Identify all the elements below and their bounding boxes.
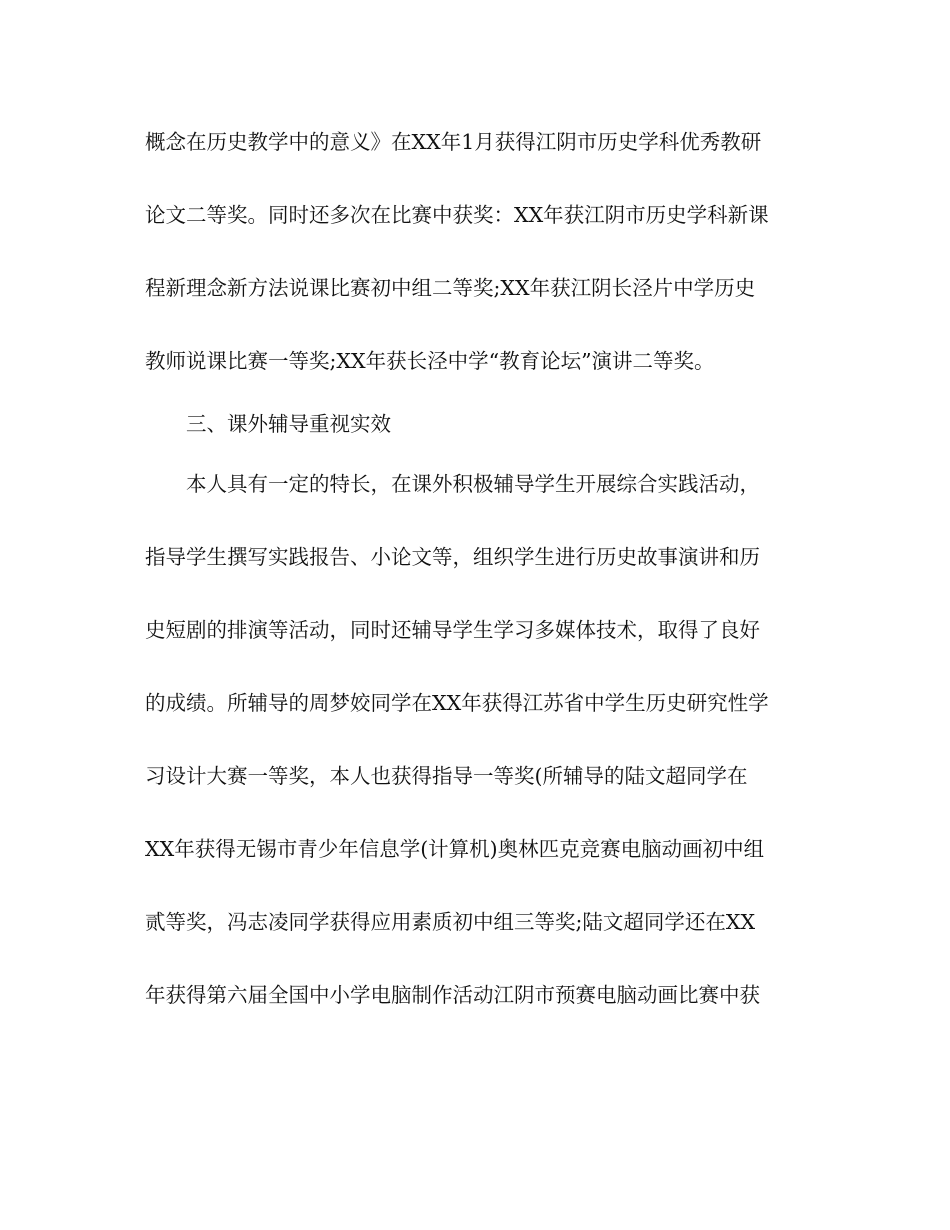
- section-heading: 三、课外辅导重视实效: [186, 412, 391, 436]
- paragraph-line: 的成绩。所辅导的周梦姣同学在XX年获得江苏省中学生历史研究性学: [145, 691, 769, 715]
- paragraph-line: 概念在历史教学中的意义》在XX年1月获得江阴市历史学科优秀教研: [145, 130, 762, 154]
- paragraph-line: 史短剧的排演等活动，同时还辅导学生学习多媒体技术，取得了良好: [145, 618, 760, 642]
- paragraph-line: 贰等奖，冯志凌同学获得应用素质初中组三等奖;陆文超同学还在XX: [145, 910, 756, 934]
- paragraph-line: 指导学生撰写实践报告、小论文等，组织学生进行历史故事演讲和历: [145, 545, 760, 569]
- paragraph-line: 本人具有一定的特长，在课外积极辅导学生开展综合实践活动，: [186, 472, 760, 496]
- paragraph-line: 论文二等奖。同时还多次在比赛中获奖：XX年获江阴市历史学科新课: [145, 203, 769, 227]
- paragraph-line: 教师说课比赛一等奖;XX年获长泾中学“教育论坛”演讲二等奖。: [145, 349, 715, 373]
- paragraph-line: XX年获得无锡市青少年信息学(计算机)奥林匹克竞赛电脑动画初中组: [145, 837, 765, 861]
- paragraph-line: 年获得第六届全国中小学电脑制作活动江阴市预赛电脑动画比赛中获: [145, 983, 760, 1007]
- paragraph-line: 程新理念新方法说课比赛初中组二等奖;XX年获江阴长泾片中学历史: [145, 276, 756, 300]
- paragraph-line: 习设计大赛一等奖，本人也获得指导一等奖(所辅导的陆文超同学在: [145, 764, 748, 788]
